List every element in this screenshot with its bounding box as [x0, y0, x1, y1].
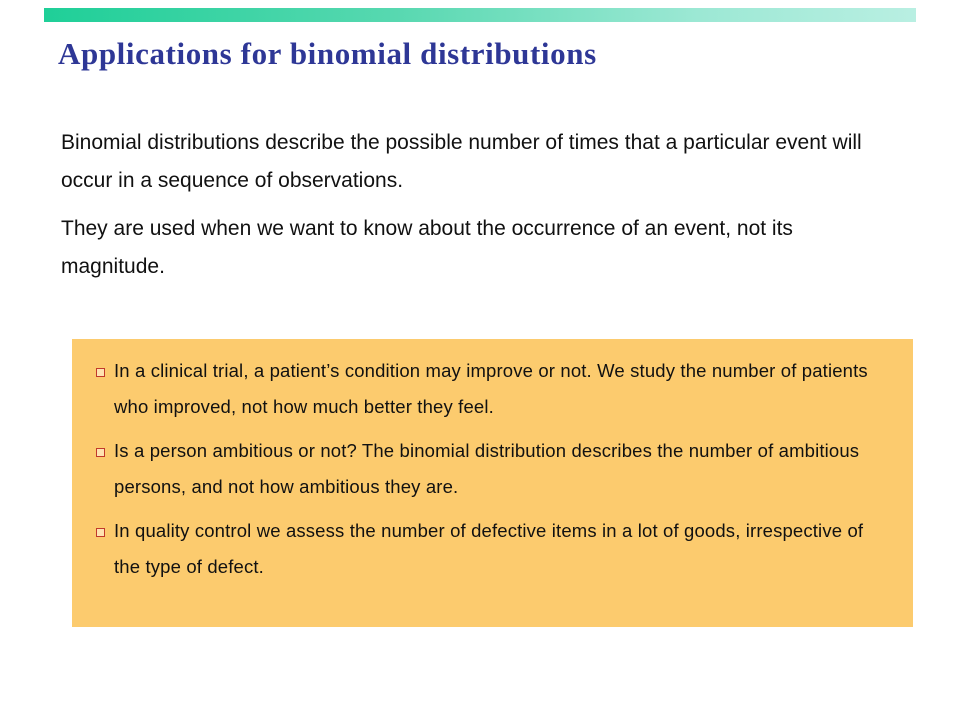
- intro-text: [61, 124, 881, 296]
- square-bullet-icon: [96, 528, 105, 537]
- square-bullet-icon: [96, 368, 105, 377]
- list-item-text: In a clinical trial, a patient’s condition may improve or not. We study the number of patients who improved, not how much better they feel.: [114, 360, 868, 417]
- list-item: [96, 433, 883, 505]
- list-item: [96, 513, 883, 585]
- list-item: [96, 353, 883, 425]
- square-bullet-icon: [96, 448, 105, 457]
- intro-paragraph: They are used when we want to know about the occurrence of an event, not its magnitude.: [61, 217, 793, 278]
- decorative-header-bar: [44, 8, 916, 22]
- list-item-text: Is a person ambitious or not? The binomial distribution describes the number of ambitious persons, and not how ambitious they are.: [114, 440, 860, 497]
- intro-paragraph: Binomial distributions describe the possible number of times that a particular event will occur in a sequence of observations.: [61, 131, 862, 192]
- examples-callout: [72, 339, 913, 627]
- slide-title: Applications for binomial distributions: [58, 36, 597, 71]
- list-item-text: In quality control we assess the number of defective items in a lot of goods, irrespective of the type of defect.: [114, 520, 864, 577]
